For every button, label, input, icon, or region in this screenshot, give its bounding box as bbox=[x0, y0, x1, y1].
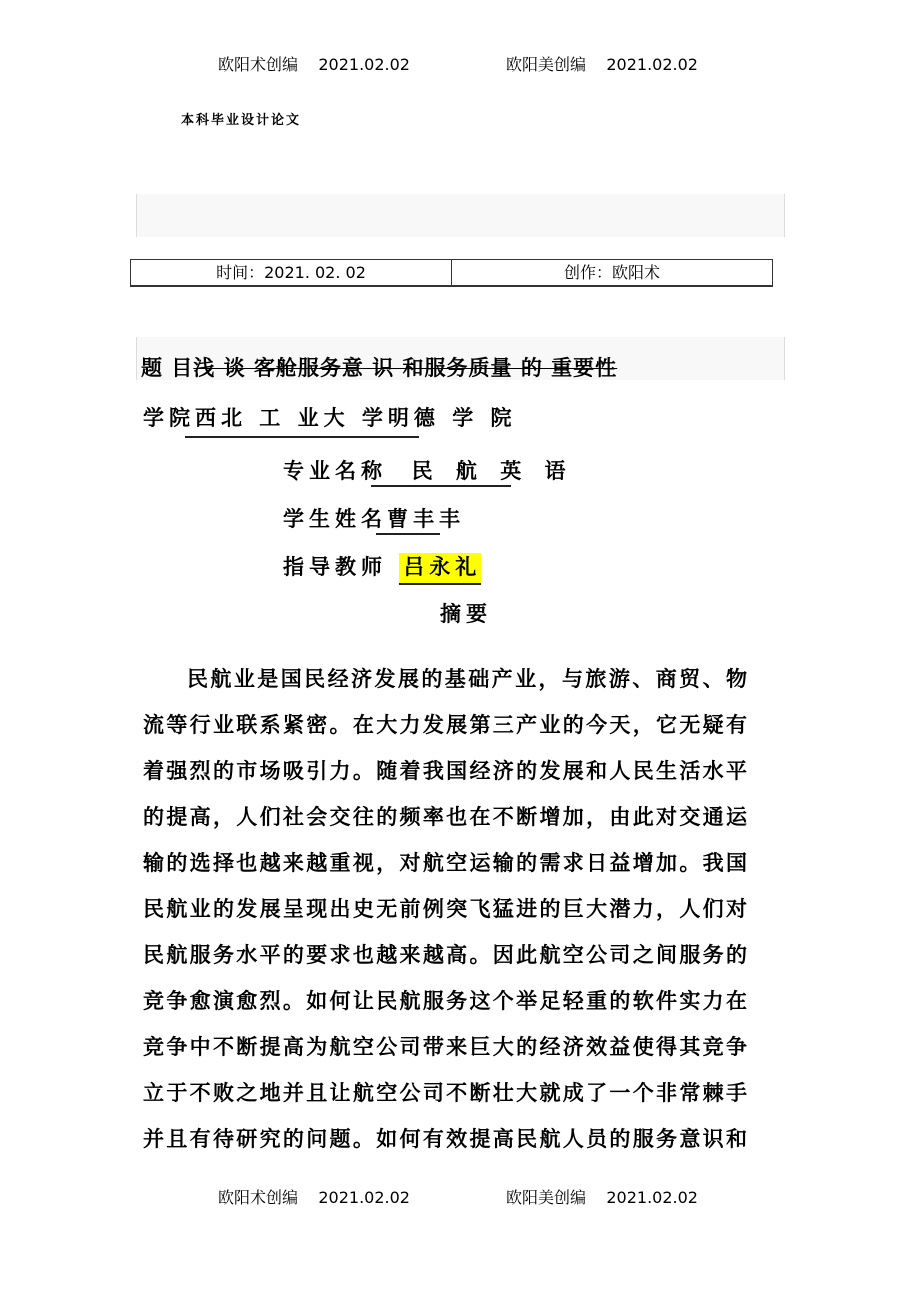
abstract-line: 竞争愈演愈烈。如何让民航服务这个举足轻重的软件实力在 bbox=[143, 989, 747, 1013]
header-author: 欧阳术创编 bbox=[218, 55, 299, 74]
college-label: 学院 bbox=[143, 406, 195, 430]
title-value: 浅 谈 客舱服务意 识 和服务质量 的 重要性 bbox=[193, 356, 618, 380]
abstract-line: 着强烈的市场吸引力。随着我国经济的发展和人民生活水平 bbox=[143, 759, 747, 783]
header-date: 2021.02.02 bbox=[606, 55, 698, 74]
abstract-line: 民航业是国民经济发展的基础产业，与旅游、商贸、物 bbox=[187, 667, 747, 691]
major-field bbox=[283, 455, 574, 485]
student-underline bbox=[376, 533, 440, 535]
major-label: 专业名称 bbox=[283, 459, 387, 483]
page-footer-left bbox=[218, 1185, 410, 1208]
college-value: 西北 工 业大 学明德 学 院 bbox=[195, 406, 517, 430]
page-header-right bbox=[506, 52, 698, 75]
abstract-line: 竞争中不断提高为航空公司带来巨大的经济效益使得其竞争 bbox=[143, 1035, 747, 1059]
advisor-field bbox=[283, 551, 481, 581]
title-label: 题 目 bbox=[141, 356, 194, 380]
advisor-value: 吕永礼 bbox=[399, 553, 481, 585]
student-value: 曹丰丰 bbox=[387, 507, 465, 531]
abstract-line: 民航业的发展呈现出史无前例突飞猛进的巨大潜力，人们对 bbox=[143, 897, 747, 921]
advisor-label: 指导教师 bbox=[283, 555, 387, 579]
abstract-line: 流等行业联系紧密。在大力发展第三产业的今天，它无疑有 bbox=[143, 713, 747, 737]
blank-field bbox=[136, 194, 785, 237]
student-field bbox=[283, 503, 465, 533]
page-header-left bbox=[218, 52, 410, 75]
abstract-heading: 摘要 bbox=[440, 602, 492, 626]
student-label: 学生姓名 bbox=[283, 507, 387, 531]
header-author: 欧阳美创编 bbox=[506, 55, 587, 74]
thesis-title bbox=[141, 352, 617, 382]
abstract-line: 并且有待研究的问题。如何有效提高民航人员的服务意识和 bbox=[143, 1127, 747, 1151]
page-footer-right bbox=[506, 1185, 698, 1208]
meta-author: 创作：欧阳术 bbox=[451, 260, 772, 285]
header-date: 2021.02.02 bbox=[318, 55, 410, 74]
abstract-line: 输的选择也越来越重视，对航空运输的需求日益增加。我国 bbox=[143, 851, 747, 875]
abstract-line: 的提高，人们社会交往的频率也在不断增加，由此对交通运 bbox=[143, 805, 747, 829]
meta-table bbox=[130, 259, 773, 287]
abstract-line: 立于不败之地并且让航空公司不断壮大就成了一个非常棘手 bbox=[143, 1081, 747, 1105]
meta-time: 时间：2021. 02. 02 bbox=[216, 263, 366, 282]
major-value: 民 航 英 语 bbox=[411, 459, 574, 483]
abstract-line: 民航服务水平的要求也越来越高。因此航空公司之间服务的 bbox=[143, 943, 747, 967]
footer-author: 欧阳美创编 bbox=[506, 1188, 587, 1207]
college-underline bbox=[185, 436, 419, 438]
footer-date: 2021.02.02 bbox=[318, 1188, 410, 1207]
document-type: 本科毕业设计论文 bbox=[181, 113, 302, 128]
college-field bbox=[143, 402, 517, 432]
abstract-body bbox=[143, 656, 747, 1162]
footer-date: 2021.02.02 bbox=[606, 1188, 698, 1207]
footer-author: 欧阳术创编 bbox=[218, 1188, 299, 1207]
major-underline bbox=[371, 485, 511, 487]
